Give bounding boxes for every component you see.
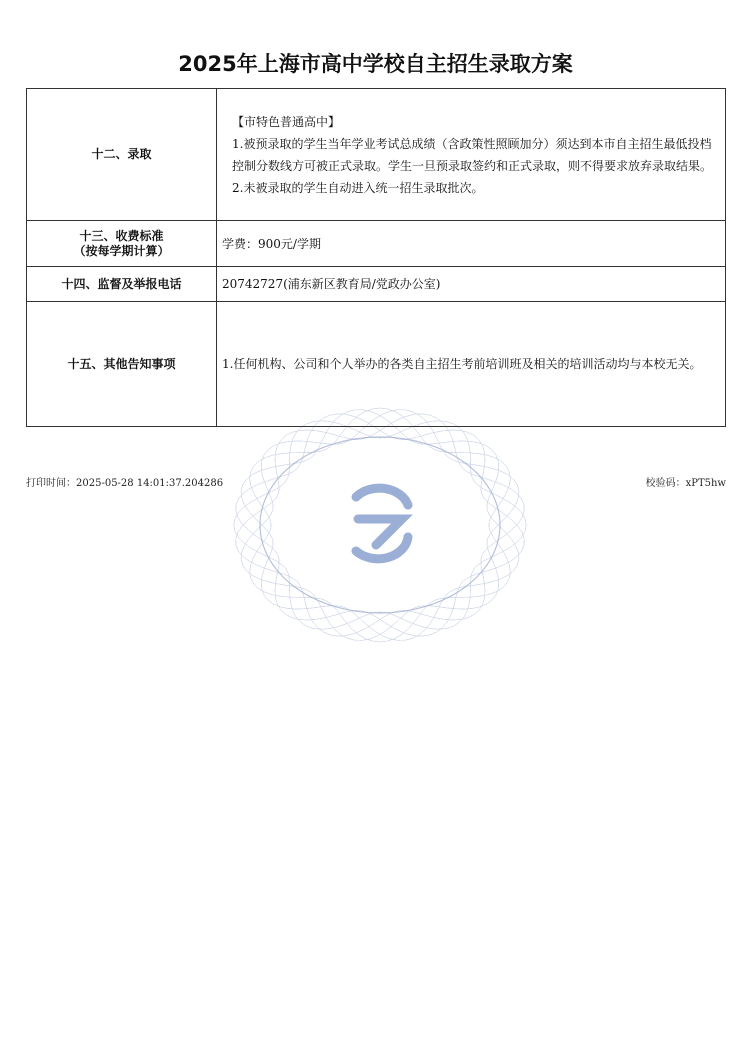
table-row xyxy=(27,89,726,221)
table-row xyxy=(27,221,726,267)
row-content: 【市特色普通高中】 1.被预录取的学生当年学业考试总成绩（含政策性照顾加分）须达到本市自主招生最低投档控制分数线方可被正式录取。学生一旦预录取签约和正式录取，则不得要求放弃录取结果。 2.未被录取的学生自动进入统一招生录取批次。 xyxy=(217,89,726,221)
row-label: 十四、监督及举报电话 xyxy=(27,267,217,302)
row-content: 1.任何机构、公司和个人举办的各类自主招生考前培训班及相关的培训活动均与本校无关。 xyxy=(217,302,726,427)
print-time: 打印时间：2025-05-28 14:01:37.204286 xyxy=(26,478,224,489)
row-label: 十二、录取 xyxy=(27,89,217,221)
table-row xyxy=(27,302,726,427)
row-content: 20742727(浦东新区教育局/党政办公室) xyxy=(217,267,726,302)
row-label: 十三、收费标准 （按每学期计算） xyxy=(27,221,217,267)
page-title: 2025年上海市高中学校自主招生录取方案 xyxy=(178,52,573,76)
admission-plan-table xyxy=(26,88,726,427)
row-label: 十五、其他告知事项 xyxy=(27,302,217,427)
row-content: 学费：900元/学期 xyxy=(217,221,726,267)
verify-code: 校验码：xPT5hw xyxy=(645,478,726,489)
table-row xyxy=(27,267,726,302)
